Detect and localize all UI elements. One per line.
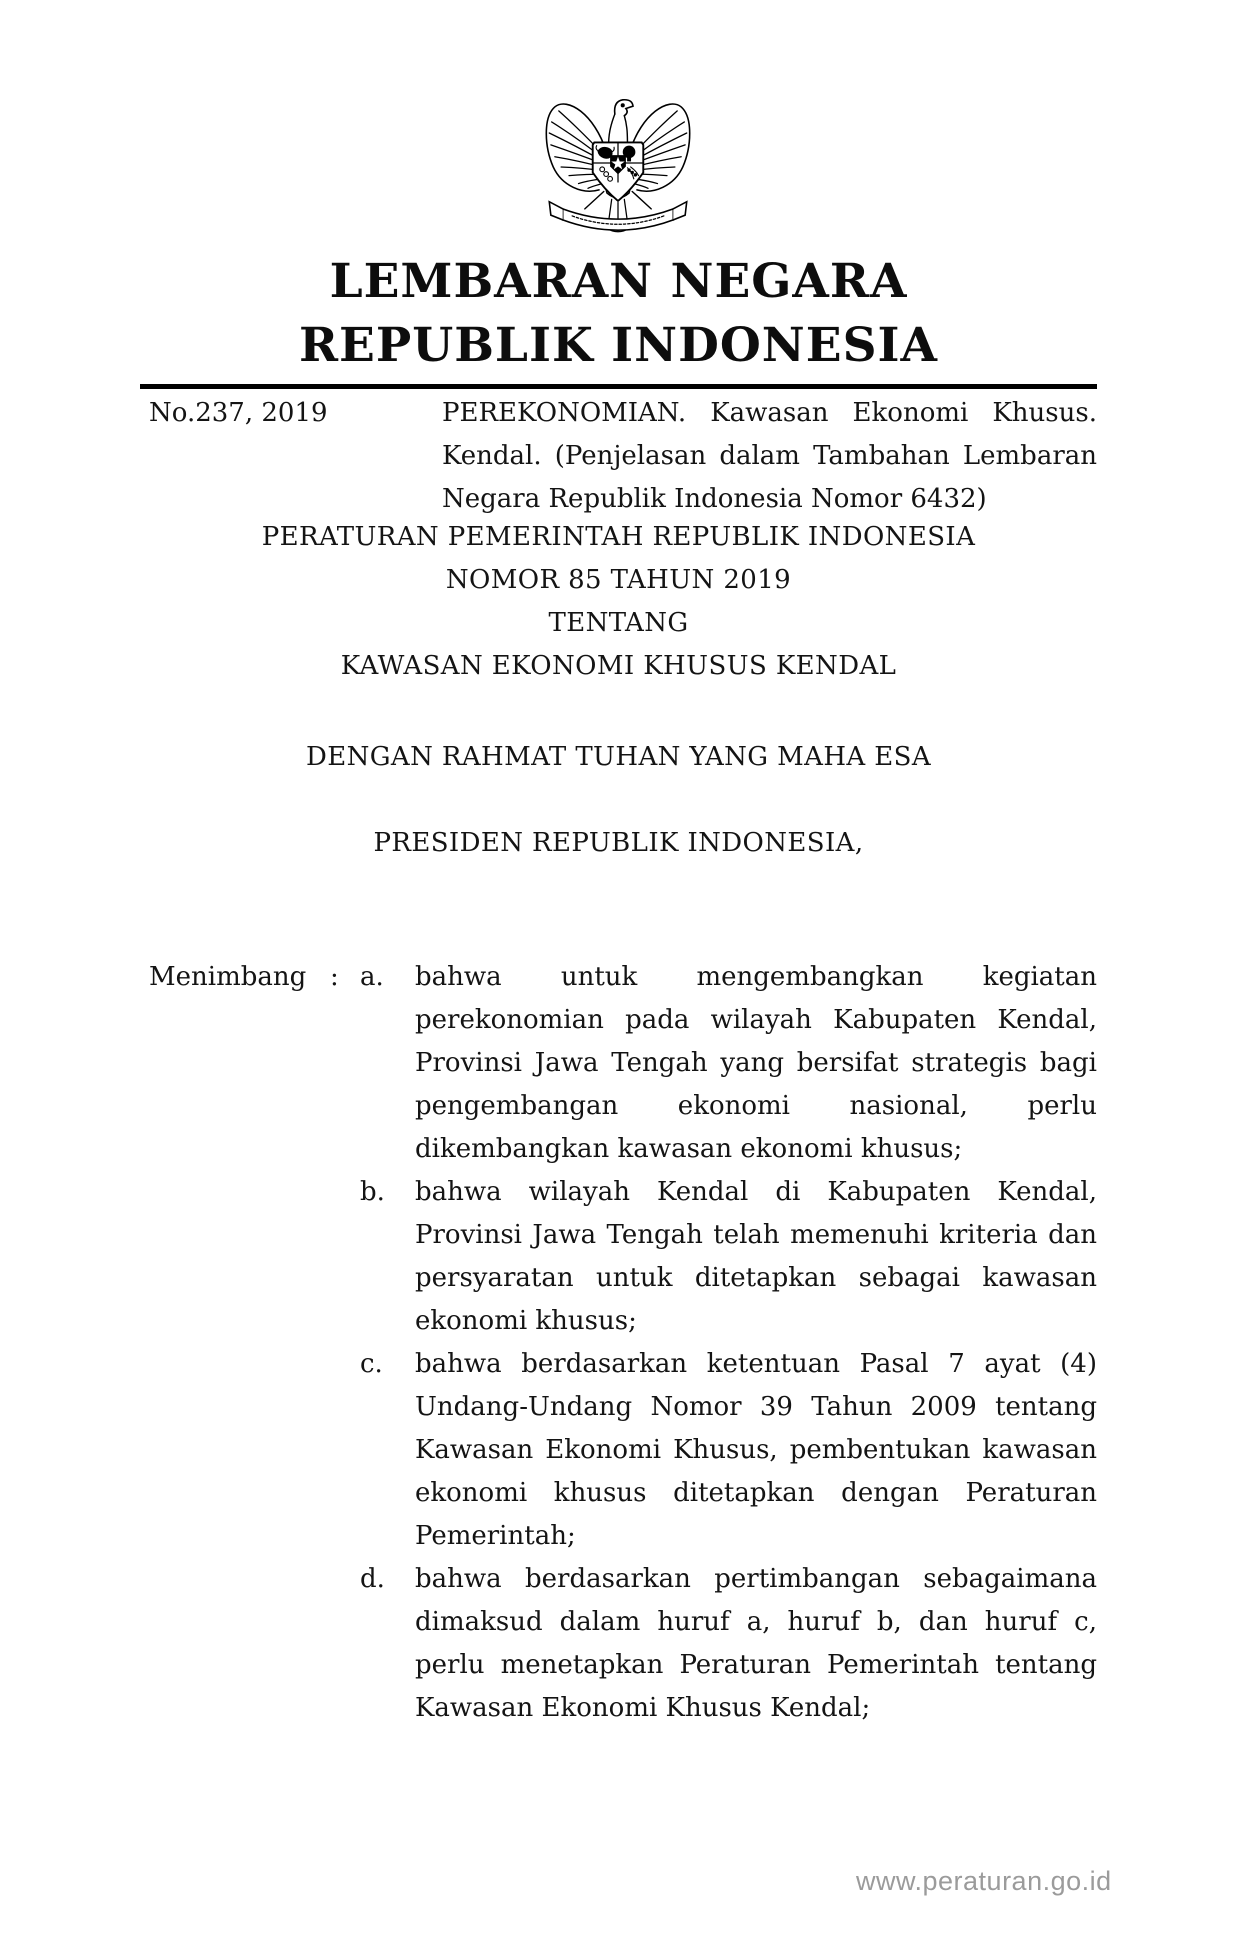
- considering-item-a: [360, 956, 1097, 1171]
- item-letter: d.: [360, 1564, 385, 1594]
- item-letter: a.: [360, 962, 384, 992]
- regulation-title-line-3: TENTANG: [548, 608, 689, 638]
- authority-line: PRESIDEN REPUBLIK INDONESIA,: [373, 828, 864, 858]
- masthead-line-1: LEMBARAN NEGARA: [329, 254, 908, 309]
- gazette-number: No.237, 2019: [149, 398, 328, 428]
- masthead-title: [140, 250, 1097, 378]
- garuda-pancasila-emblem-icon: [539, 84, 697, 246]
- regulation-title-line-1: PERATURAN PEMERINTAH REPUBLIK INDONESIA: [261, 522, 976, 552]
- considering-item-d: [360, 1558, 1097, 1730]
- regulation-title-line-2: NOMOR 85 TAHUN 2019: [445, 565, 792, 595]
- considering-item-c: [360, 1343, 1097, 1558]
- item-text: bahwa berdasarkan pertimbangan sebagaimana dimaksud dalam huruf a, huruf b, dan huruf c, perlu menetapkan Peraturan Pemerintah tentang Kawasan Ekonomi Khusus Kendal;: [415, 1564, 1097, 1723]
- regulation-title-line-4: KAWASAN EKONOMI KHUSUS KENDAL: [340, 651, 897, 681]
- regulation-title: [140, 516, 1097, 688]
- item-text: bahwa berdasarkan ketentuan Pasal 7 ayat (4) Undang-Undang Nomor 39 Tahun 2009 tentang Kawasan Ekonomi Khusus, pembentukan kawasan ekonomi khusus ditetapkan dengan Peraturan Pemerintah;: [415, 1349, 1097, 1551]
- item-text: bahwa untuk mengembangkan kegiatan perekonomian pada wilayah Kabupaten Kendal, Provinsi Jawa Tengah yang bersifat strategis bagi pengembangan ekonomi nasional, perlu dikembangkan kawasan ekonomi khusus;: [415, 962, 1097, 1164]
- gazette-subject: PEREKONOMIAN. Kawasan Ekonomi Khusus. Kendal. (Penjelasan dalam Tambahan Lembaran Negara Republik Indonesia Nomor 6432): [442, 398, 1097, 514]
- considering-colon: :: [330, 962, 339, 992]
- item-letter: b.: [360, 1177, 385, 1207]
- footer-source-url: www.peraturan.go.id: [856, 1866, 1112, 1896]
- invocation-line: DENGAN RAHMAT TUHAN YANG MAHA ESA: [305, 742, 932, 772]
- considering-item-b: [360, 1171, 1097, 1343]
- considering-label: Menimbang: [149, 962, 307, 992]
- masthead-line-2: REPUBLIK INDONESIA: [298, 318, 938, 373]
- header-divider-rule: [140, 384, 1097, 389]
- considering-section: [149, 956, 1097, 1730]
- considering-items: [360, 956, 1097, 1730]
- item-letter: c.: [360, 1349, 383, 1379]
- item-text: bahwa wilayah Kendal di Kabupaten Kendal, Provinsi Jawa Tengah telah memenuhi kriteria dan persyaratan untuk ditetapkan sebagai kawasan ekonomi khusus;: [415, 1177, 1097, 1336]
